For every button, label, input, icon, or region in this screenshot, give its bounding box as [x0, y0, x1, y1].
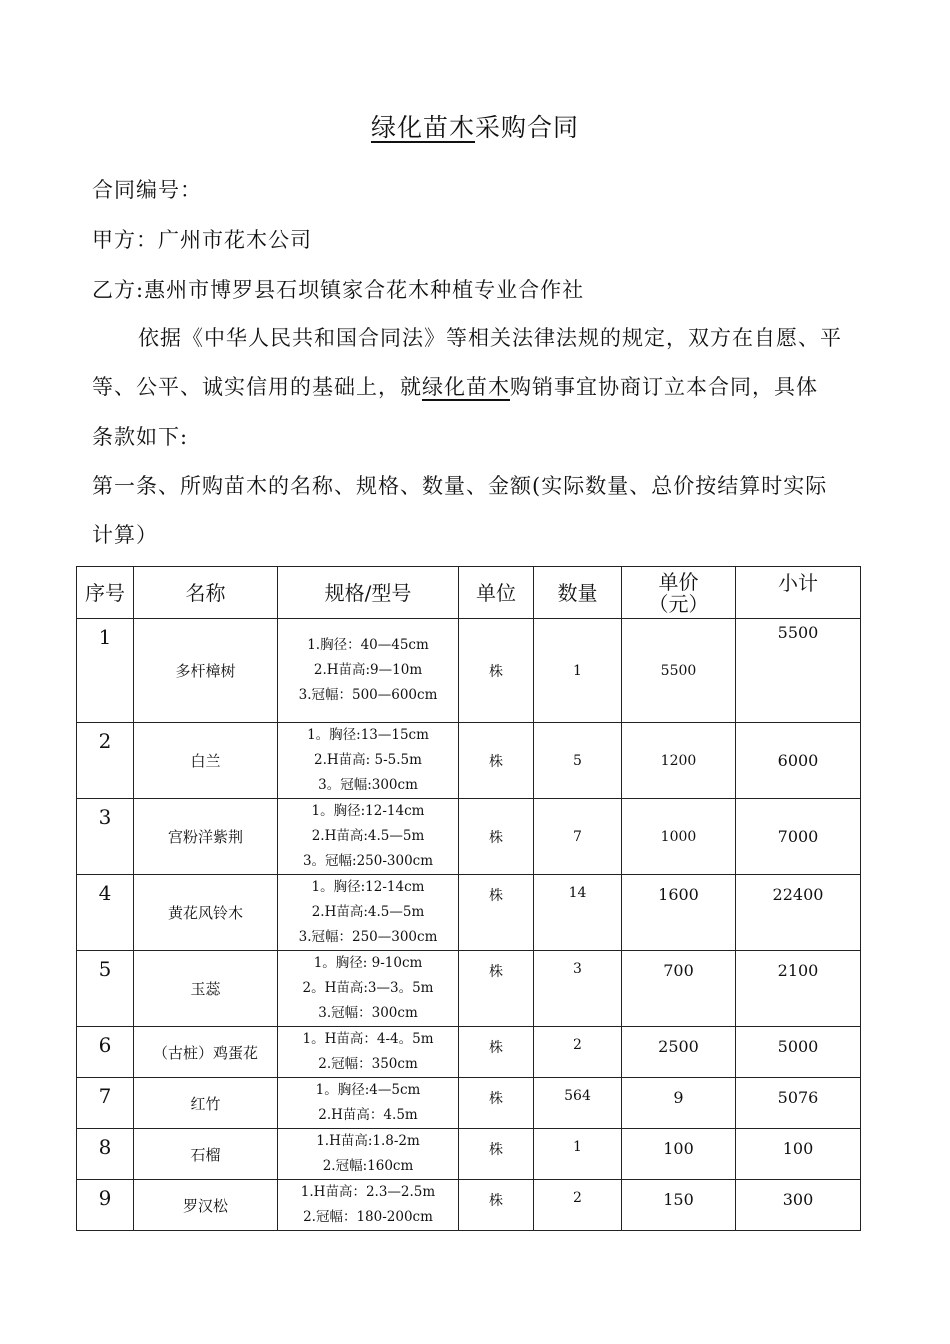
cell-unit: 株 — [459, 875, 534, 951]
cell-price: 700 — [622, 951, 736, 1027]
cell-subtotal: 300 — [736, 1180, 861, 1231]
cell-name: 石榴 — [134, 1129, 278, 1180]
cell-subtotal: 5500 — [736, 619, 861, 723]
contract-title — [0, 108, 950, 144]
contract-number-label: 合同编号： — [92, 178, 202, 202]
cell-qty: 564 — [534, 1078, 622, 1129]
cell-subtotal: 22400 — [736, 875, 861, 951]
cell-name: 玉蕊 — [134, 951, 278, 1027]
cell-name: 多杆樟树 — [134, 619, 278, 723]
spec-line: 1。H苗高：4-4。5m — [302, 1031, 434, 1047]
spec-line: 2.H苗高:4.5—5m — [311, 828, 425, 844]
cell-name: 黄花风铃木 — [134, 875, 278, 951]
cell-subtotal: 100 — [736, 1129, 861, 1180]
cell-no: 2 — [77, 723, 134, 799]
cell-subtotal: 5076 — [736, 1078, 861, 1129]
cell-qty: 1 — [534, 1129, 622, 1180]
cell-subtotal: 5000 — [736, 1027, 861, 1078]
cell-spec — [278, 1129, 459, 1180]
cell-price: 150 — [622, 1180, 736, 1231]
header-price-line-1: 单价 — [658, 569, 699, 594]
cell-spec — [278, 799, 459, 875]
spec-line: 1。胸径:12-14cm — [311, 803, 425, 819]
cell-no: 4 — [77, 875, 134, 951]
preamble-line-3: 条款如下: — [92, 425, 189, 449]
spec-line: 2.冠幅：180-200cm — [303, 1209, 433, 1225]
cell-no: 6 — [77, 1027, 134, 1078]
preamble-line-1: 依据《中华人民共和国合同法》等相关法律法规的规定，双方在自愿、平 — [138, 326, 842, 350]
spec-line: 2.H苗高:9—10m — [313, 662, 423, 678]
spec-line: 1。胸径:4—5cm — [315, 1082, 421, 1098]
title-subject: 绿化苗木 — [370, 113, 475, 142]
spec-line: 2.H苗高：4.5m — [318, 1107, 418, 1123]
cell-no: 9 — [77, 1180, 134, 1231]
preamble-line-2-pre: 等、公平、诚实信用的基础上，就 — [92, 375, 422, 399]
spec-line: 3。冠幅:300cm — [318, 777, 418, 793]
cell-qty: 7 — [534, 799, 622, 875]
cell-spec — [278, 951, 459, 1027]
spec-line: 2.H苗高:4.5—5m — [311, 904, 425, 920]
table-row — [77, 799, 861, 875]
cell-unit: 株 — [459, 1180, 534, 1231]
spec-line: 2。H苗高:3—3。5m — [302, 980, 434, 996]
spec-line: 2.H苗高: 5-5.5m — [314, 752, 422, 768]
cell-subtotal: 6000 — [736, 723, 861, 799]
header-unit: 单位 — [459, 567, 534, 619]
table-row — [77, 1180, 861, 1231]
party-a: 甲方：广州市花木公司 — [92, 228, 312, 252]
cell-qty: 3 — [534, 951, 622, 1027]
table-header-row — [77, 567, 861, 619]
cell-unit: 株 — [459, 723, 534, 799]
cell-name: 白兰 — [134, 723, 278, 799]
cell-spec — [278, 619, 459, 723]
cell-unit: 株 — [459, 799, 534, 875]
cell-spec — [278, 1027, 459, 1078]
cell-qty: 1 — [534, 619, 622, 723]
spec-line: 1。胸径: 9-10cm — [313, 955, 423, 971]
cell-name: 宫粉洋紫荆 — [134, 799, 278, 875]
spec-line: 1.H苗高：2.3—2.5m — [300, 1184, 436, 1200]
cell-qty: 2 — [534, 1180, 622, 1231]
cell-spec — [278, 1078, 459, 1129]
cell-no: 8 — [77, 1129, 134, 1180]
cell-subtotal: 2100 — [736, 951, 861, 1027]
table-row — [77, 951, 861, 1027]
cell-unit: 株 — [459, 1027, 534, 1078]
spec-line: 3.冠幅：250—300cm — [298, 929, 438, 945]
header-spec: 规格/型号 — [278, 567, 459, 619]
cell-price: 1200 — [622, 723, 736, 799]
cell-spec — [278, 723, 459, 799]
cell-no: 3 — [77, 799, 134, 875]
spec-line: 2.冠幅:160cm — [322, 1158, 414, 1174]
cell-subtotal: 7000 — [736, 799, 861, 875]
cell-unit: 株 — [459, 619, 534, 723]
cell-price: 1000 — [622, 799, 736, 875]
cell-qty: 2 — [534, 1027, 622, 1078]
table-row — [77, 723, 861, 799]
spec-line: 3。冠幅:250-300cm — [302, 853, 434, 869]
header-price — [622, 567, 736, 619]
seedling-table — [76, 566, 861, 1231]
cell-no: 7 — [77, 1078, 134, 1129]
cell-price: 9 — [622, 1078, 736, 1129]
cell-price: 100 — [622, 1129, 736, 1180]
spec-line: 2.冠幅：350cm — [318, 1056, 418, 1072]
cell-name: 红竹 — [134, 1078, 278, 1129]
cell-qty: 5 — [534, 723, 622, 799]
cell-name: 罗汉松 — [134, 1180, 278, 1231]
cell-spec — [278, 875, 459, 951]
article-1-line-2: 计算） — [92, 523, 158, 547]
header-price-line-2: （元） — [648, 591, 709, 616]
preamble-line-2-post: 购销事宜协商订立本合同，具体 — [510, 375, 818, 399]
party-b: 乙方:惠州市博罗县石坝镇家合花木种植专业合作社 — [92, 278, 585, 302]
preamble-line-2 — [92, 371, 818, 401]
table-row — [77, 1027, 861, 1078]
cell-price: 1600 — [622, 875, 736, 951]
cell-no: 5 — [77, 951, 134, 1027]
cell-qty: 14 — [534, 875, 622, 951]
cell-price: 2500 — [622, 1027, 736, 1078]
spec-line: 1。胸径:13—15cm — [307, 727, 429, 743]
cell-unit: 株 — [459, 1129, 534, 1180]
spec-line: 1。胸径:12-14cm — [311, 879, 425, 895]
table-row — [77, 1078, 861, 1129]
cell-unit: 株 — [459, 951, 534, 1027]
spec-line: 1.H苗高:1.8-2m — [316, 1133, 420, 1149]
spec-line: 1.胸径：40—45cm — [307, 637, 429, 653]
cell-no: 1 — [77, 619, 134, 723]
table-row — [77, 1129, 861, 1180]
header-name: 名称 — [134, 567, 278, 619]
table-row — [77, 875, 861, 951]
cell-price: 5500 — [622, 619, 736, 723]
spec-line: 3.冠幅：500—600cm — [298, 687, 438, 703]
header-qty: 数量 — [534, 567, 622, 619]
preamble-subject: 绿化苗木 — [422, 375, 510, 399]
header-subtotal: 小计 — [736, 567, 861, 619]
cell-unit: 株 — [459, 1078, 534, 1129]
cell-name: （古桩）鸡蛋花 — [134, 1027, 278, 1078]
cell-spec — [278, 1180, 459, 1231]
article-1-line-1: 第一条、所购苗木的名称、规格、数量、金额(实际数量、总价按结算时实际 — [92, 474, 828, 498]
title-rest: 采购合同 — [475, 113, 580, 142]
header-no: 序号 — [77, 567, 134, 619]
table-row — [77, 619, 861, 723]
spec-line: 3.冠幅：300cm — [318, 1005, 418, 1021]
